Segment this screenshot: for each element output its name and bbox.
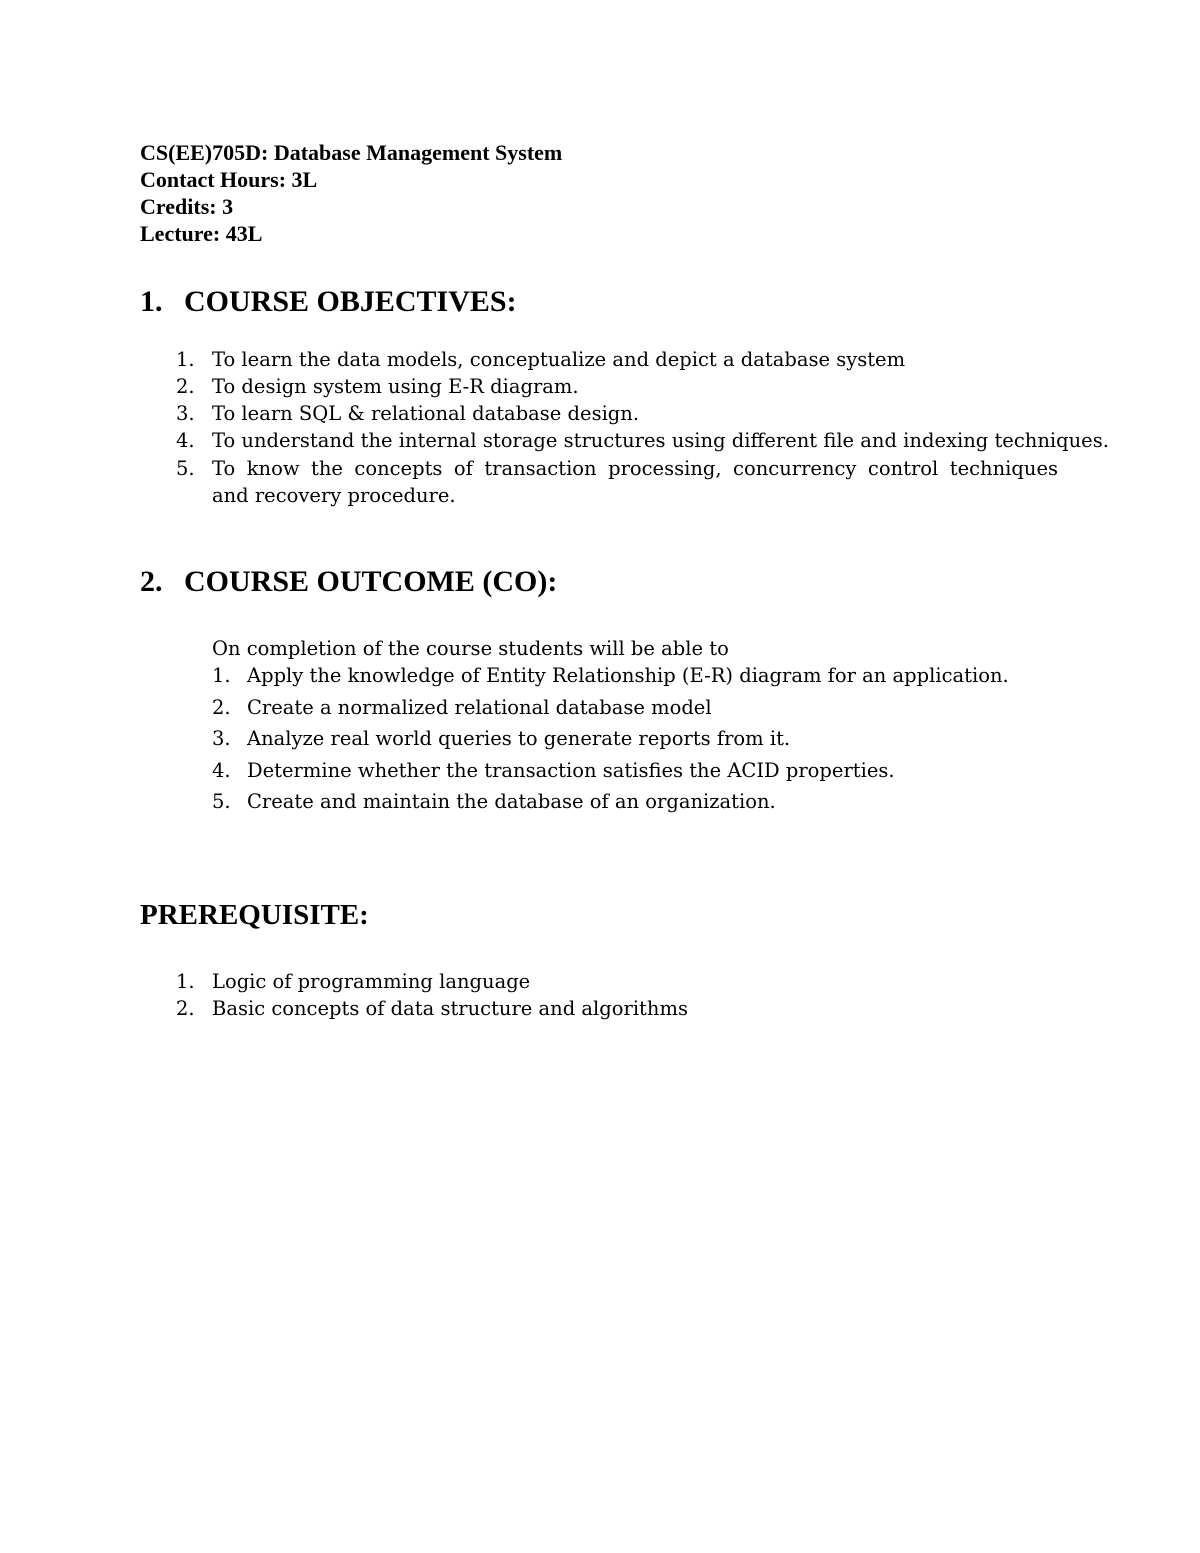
contact-hours: Contact Hours: 3L [140, 167, 318, 192]
prerequisite-item-number: 1. [176, 970, 195, 993]
outcome-item-number: 4. [212, 759, 231, 782]
prerequisite-item-text: Logic of programming language [212, 970, 531, 993]
outcome-item-number: 5. [212, 790, 231, 813]
outcome-heading-number: 2. [140, 565, 163, 598]
prerequisite-heading: PREREQUISITE: [140, 899, 369, 931]
outcome-item-text: Apply the knowledge of Entity Relationship (E-R) diagram for an application. [247, 664, 1009, 687]
outcome-item-number: 1. [212, 664, 231, 687]
lecture-hours: Lecture: 43L [140, 221, 263, 246]
objectives-heading-text: COURSE OBJECTIVES: [184, 285, 517, 318]
objective-item-number: 2. [176, 375, 195, 398]
outcome-intro: On completion of the course students will be able to [212, 637, 729, 660]
course-title: CS(EE)705D: Database Management System [140, 140, 563, 165]
outcome-item-text: Create a normalized relational database model [247, 696, 712, 719]
objective-item-text: To understand the internal storage structures using different file and indexing techniques. [212, 429, 1109, 452]
objective-item-number: 3. [176, 402, 195, 425]
outcome-item-text: Create and maintain the database of an organization. [247, 790, 776, 813]
objective-item-number: 5. [176, 457, 195, 480]
objectives-heading [140, 285, 517, 319]
prerequisite-item-text: Basic concepts of data structure and algorithms [212, 997, 688, 1020]
outcome-item-text: Determine whether the transaction satisfies the ACID properties. [247, 759, 895, 782]
outcome-item-number: 3. [212, 727, 231, 750]
credits: Credits: 3 [140, 194, 234, 219]
prerequisite-item-number: 2. [176, 997, 195, 1020]
objective-item-text: To learn SQL & relational database design. [212, 402, 640, 425]
outcome-item-number: 2. [212, 696, 231, 719]
objectives-heading-number: 1. [140, 285, 163, 318]
objective-item-text: To design system using E-R diagram. [212, 375, 579, 398]
objective-item-text: To learn the data models, conceptualize and depict a database system [212, 348, 906, 371]
outcome-item-text: Analyze real world queries to generate reports from it. [247, 727, 791, 750]
objective-item-text: To know the concepts of transaction processing, concurrency control techniques [212, 457, 1058, 480]
objective-item-number: 4. [176, 429, 195, 452]
objective-item-continuation-text: and recovery procedure. [212, 484, 456, 507]
outcome-heading-text: COURSE OUTCOME (CO): [184, 565, 558, 598]
objective-item-number: 1. [176, 348, 195, 371]
outcome-heading [140, 565, 557, 599]
